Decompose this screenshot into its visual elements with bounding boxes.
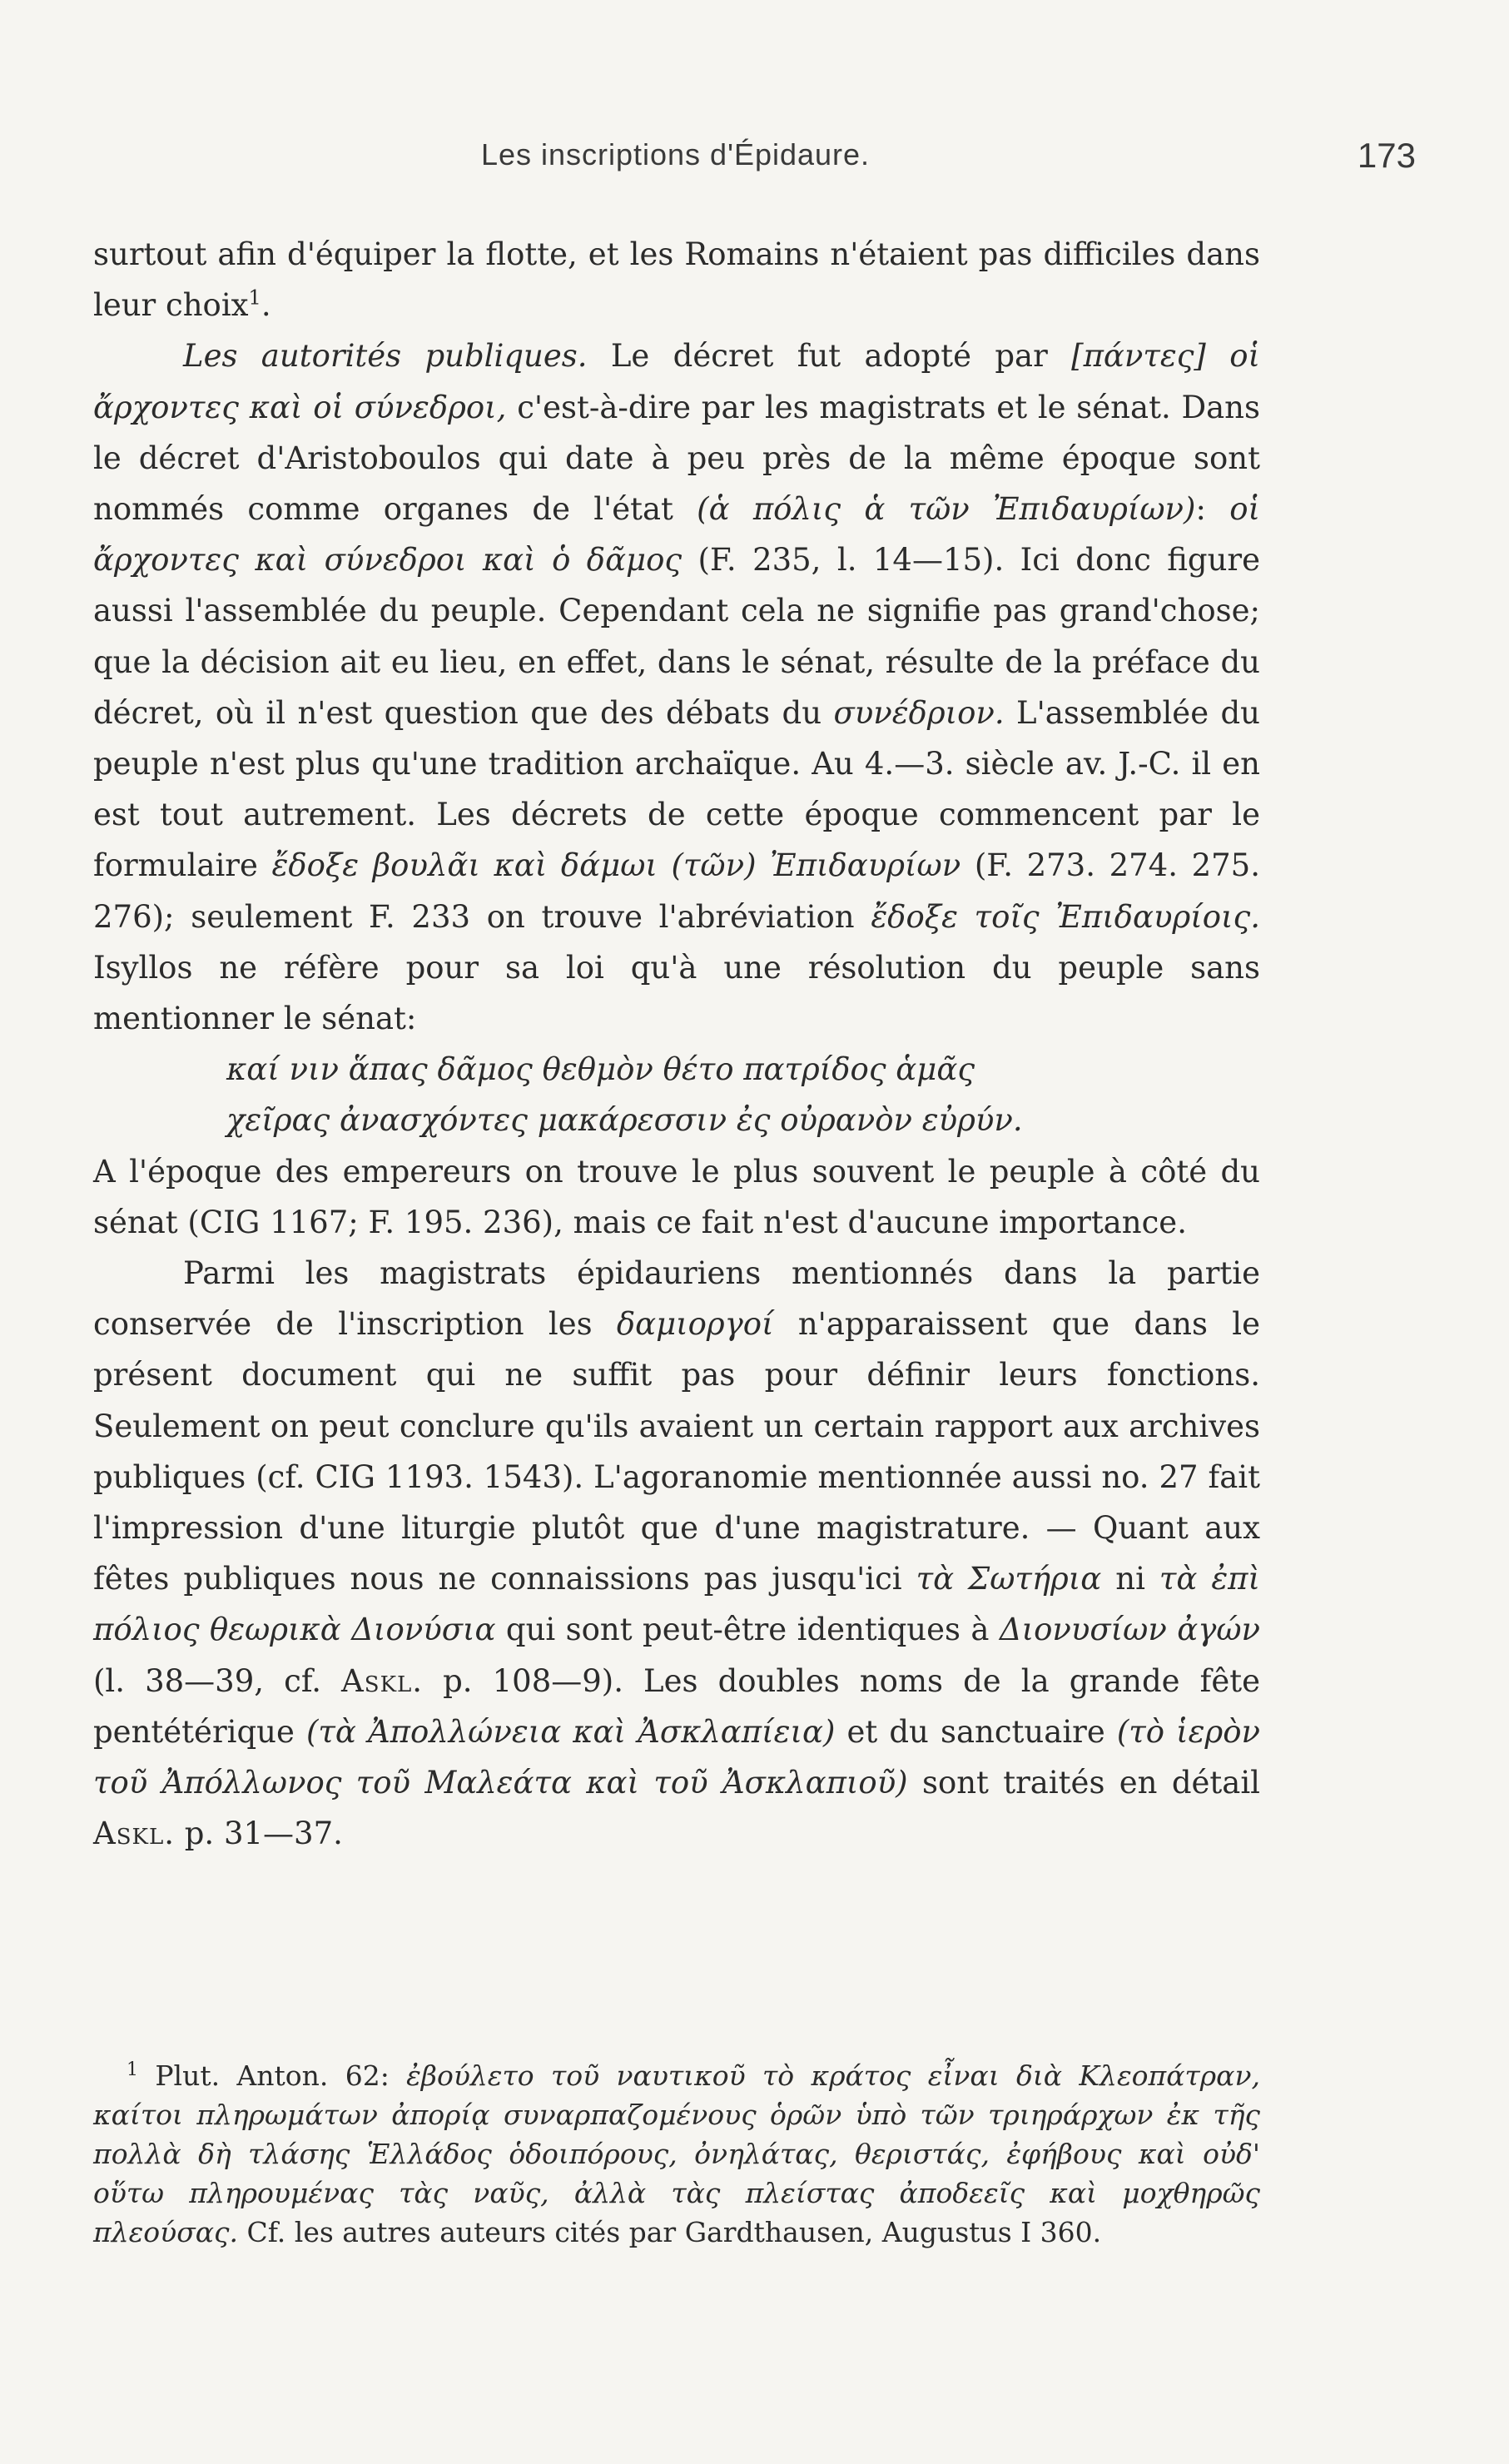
- greek-quote: ἐβούλετο τοῦ ναυτικοῦ τὸ κράτος εἶναι διὰ Κλεοπάτραν, καίτοι πληρωμάτων ἀπορίᾳ συναρπαζομένους ὁρῶν ὑπὸ τῶν τριηράρχων ἐκ τῆς πολλὰ δὴ τλάσης Ἑλλάδος ὁδοιπόρους, ὀνηλάτας, θεριστάς, ἐφήβους καὶ οὐδ' οὕτω πληρουμένας τὰς ναῦς, ἀλλὰ τὰς πλείστας ἀποδεεῖς καὶ μοχθηρῶς πλεούσας.: [93, 2059, 1261, 2248]
- footnote-ref[interactable]: 1: [248, 286, 261, 310]
- abbrev-askl: Askl.: [341, 1662, 424, 1699]
- section-heading: Les autorités publiques.: [183, 338, 588, 375]
- greek-quote: οἱ ἄρχοντες καὶ σύνεδροι καὶ ὁ δᾶμος: [93, 491, 1260, 579]
- text-run: p. 108—9). Les doubles noms de la grande fête pentétérique: [93, 1662, 1260, 1750]
- text-run: qui sont peut-être identiques à: [495, 1612, 1000, 1648]
- text-run: L'assemblée du peuple n'est plus qu'une tradition archaïque. Au 4.—3. siècle av. J.-C. il en est tout autrement. Les décrets de cette époque commencent par le formulaire: [93, 694, 1261, 884]
- greek-quote: ἔδοξε βουλᾶι καὶ δάμωι (τῶν) Ἐπιδαυρίων: [271, 847, 961, 884]
- greek-quote: [πάντες] οἱ ἄρχοντες καὶ οἱ σύνεδροι,: [93, 338, 1260, 425]
- text-run: surtout afin d'équiper la flotte, et les Romains n'étaient pas difficiles dans leur choix: [93, 236, 1260, 324]
- paragraph-1: [93, 229, 1260, 330]
- greek-quote: (ἁ πόλις ἁ τῶν Ἐπιδαυρίων): [697, 491, 1196, 528]
- greek-quote: Διονυσίων ἀγών: [999, 1612, 1260, 1648]
- text-run: n'apparaissent que dans le présent document qui ne suffit pas pour définir leurs fonctions. Seulement on peut conclure qu'ils avaient un certain rapport aux archives publiques (cf. CIG 1193. 1543). L'agoranomie mentionnée aussi no. 27 fait l'impression d'une liturgie plutôt que d'une magistrature. — Quant aux fêtes publiques nous ne connaissions pas jusqu'ici: [93, 1306, 1260, 1597]
- text-run: et du sanctuaire: [835, 1713, 1117, 1750]
- text-run: Parmi les magistrats épidauriens mentionnés dans la partie conservée de l'inscription les: [93, 1255, 1260, 1343]
- text-run: sont traités en détail: [907, 1765, 1260, 1801]
- verse-line-1: καί νιν ἅπας δᾶμος θεθμὸν θέτο πατρίδος ἁμᾶς: [226, 1051, 975, 1088]
- greek-quote: δαμιοργοί: [616, 1306, 774, 1343]
- footnotes: [93, 2056, 1260, 2252]
- paragraph-4: [93, 1248, 1260, 1859]
- text-run: (F. 235, l. 14—15). Ici donc figure aussi l'assemblée du peuple. Cependant cela ne signifie pas grand'chose; que la décision ait eu lieu, en effet, dans le sénat, résulte de la préface du décret, où il n'est question que des débats du: [93, 542, 1260, 731]
- footnote-mark: 1: [127, 2059, 138, 2080]
- greek-quote: συνέδριον.: [833, 694, 1005, 731]
- verse-quote: [93, 1044, 1260, 1145]
- greek-quote: (τὰ Ἀπολλώνεια καὶ Ἀσκλαπίεια): [305, 1713, 836, 1750]
- greek-quote: ἔδοξε τοῖς Ἐπιδαυρίοις.: [871, 898, 1260, 935]
- paragraph-3: [93, 1146, 1260, 1248]
- text-run: p. 31—37.: [174, 1816, 343, 1852]
- verse-line-2: χεῖρας ἀνασχόντες μακάρεσσιν ἐς οὐρανὸν εὐρύν.: [226, 1102, 1023, 1139]
- page-number: 173: [1357, 136, 1416, 175]
- text-run: :: [1195, 491, 1230, 528]
- main-text: [93, 229, 1260, 1860]
- text-run: (l. 38—39, cf.: [93, 1662, 342, 1699]
- greek-quote: τὰ Σωτήρια: [916, 1561, 1102, 1597]
- paragraph-2: [93, 330, 1260, 1044]
- text-run: ni: [1101, 1561, 1159, 1597]
- text-run: c'est-à-dire par les magistrats et le sénat. Dans le décret d'Aristoboulos qui date à peu près de la même époque sont nommés comme organes de l'état: [93, 389, 1260, 528]
- abbrev-askl: Askl.: [93, 1816, 175, 1852]
- text-run: Cf. les autres auteurs cités par Gardthausen, Augustus I 360.: [238, 2216, 1102, 2248]
- text-run: Isyllos ne réfère pour sa loi qu'à une résolution du peuple sans mentionner le sénat:: [93, 949, 1260, 1037]
- footnote-1: [93, 2056, 1260, 2252]
- text-run: (F. 273. 274. 275. 276); seulement F. 233 on trouve l'abréviation: [93, 847, 1260, 935]
- running-title: Les inscriptions d'Épidaure.: [480, 137, 871, 171]
- running-head: [93, 136, 1416, 187]
- greek-quote: τὰ ἐπὶ πόλιος θεωρικὰ Διονύσια: [93, 1561, 1260, 1648]
- text-run: A l'époque des empereurs on trouve le plus souvent le peuple à côté du sénat (CIG 1167; F. 195. 236), mais ce fait n'est d'aucune importance.: [93, 1153, 1260, 1240]
- text-run: Le décret fut adopté par: [587, 338, 1072, 375]
- text-run: Plut. Anton. 62:: [138, 2059, 407, 2092]
- greek-quote: (τὸ ἱερὸν τοῦ Ἀπόλλωνος τοῦ Μαλεάτα καὶ τοῦ Ἀσκλαπιοῦ): [93, 1713, 1260, 1801]
- text-run: .: [261, 287, 271, 324]
